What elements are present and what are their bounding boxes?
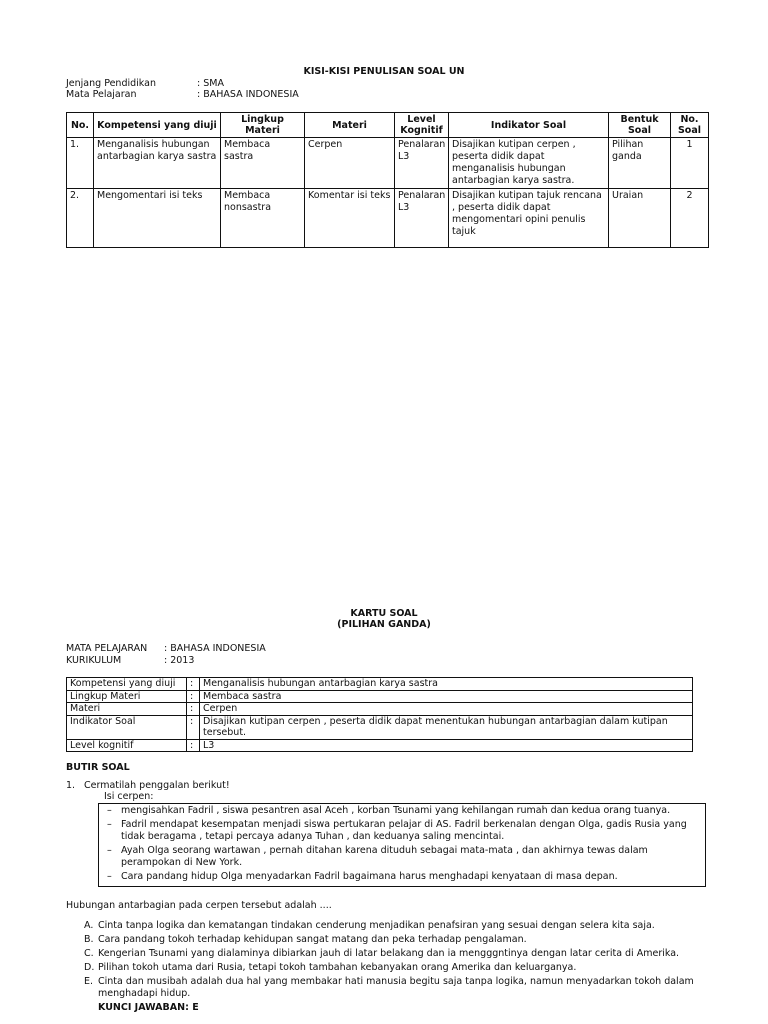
answer-key: KUNCI JAWABAN: E — [98, 1002, 199, 1013]
info-value: Menganalisis hubungan antarbagian karya sastra — [200, 678, 693, 691]
info-sep: : — [187, 690, 200, 703]
cell-no-soal: 2 — [671, 189, 709, 248]
option-e[interactable] — [84, 976, 714, 1000]
jenjang-label: Jenjang Pendidikan — [66, 78, 156, 89]
table-row — [67, 189, 709, 248]
option-letter: D. — [84, 962, 95, 973]
info-value: Cerpen — [200, 703, 693, 716]
info-sep: : — [187, 703, 200, 716]
cell-lingkup: Membaca sastra — [221, 138, 305, 189]
info-value: L3 — [200, 739, 693, 752]
info-sep: : — [187, 678, 200, 691]
header-bentuk: Bentuk Soal — [609, 113, 671, 138]
option-letter: B. — [84, 934, 94, 945]
isi-cerpen-label: Isi cerpen: — [104, 791, 154, 802]
info-value: Disajikan kutipan cerpen , peserta didik dapat menentukan hubungan antarbagian dalam kutipan tersebut. — [200, 715, 693, 739]
cell-bentuk: Uraian — [609, 189, 671, 248]
option-a[interactable] — [84, 920, 714, 932]
table-row — [67, 138, 709, 189]
header-level: Level Kognitif — [395, 113, 449, 138]
question-number: 1. — [66, 780, 76, 791]
info-row — [67, 715, 693, 739]
excerpt-item: – Cara pandang hidup Olga menyadarkan Fadril bagaimana harus menghadapi kenyataan di masa depan. — [103, 871, 701, 883]
instruction: Cermatilah penggalan berikut! — [84, 780, 230, 791]
cell-indikator: Disajikan kutipan tajuk rencana , peserta didik dapat mengomentari opini penulis tajuk — [449, 189, 609, 248]
header-lingkup: Lingkup Materi — [221, 113, 305, 138]
info-label: Lingkup Materi — [67, 690, 187, 703]
excerpt-box — [98, 803, 706, 887]
option-text: Cara pandang tokoh terhadap kehidupan sangat matang dan peka terhadap pengalaman. — [98, 934, 527, 945]
info-sep: : — [187, 739, 200, 752]
option-c[interactable] — [84, 948, 714, 960]
excerpt-list — [103, 805, 701, 883]
header-no-soal: No. Soal — [671, 113, 709, 138]
option-d[interactable] — [84, 962, 714, 974]
header-no: No. — [67, 113, 94, 138]
excerpt-item: – Ayah Olga seorang wartawan , pernah ditahan karena dituduh sebagai mata-mata , dan akhirnya tewas dalam perampokan di New York. — [103, 845, 701, 869]
info-value: Membaca sastra — [200, 690, 693, 703]
kurikulum-label: KURIKULUM — [66, 655, 122, 666]
mapel-label: Mata Pelajaran — [66, 89, 137, 100]
option-letter: C. — [84, 948, 94, 959]
option-letter: A. — [84, 920, 94, 931]
excerpt-item: – mengisahkan Fadril , siswa pesantren asal Aceh , korban Tsunami yang kehilangan rumah dan kedua orang tuanya. — [103, 805, 701, 817]
cell-indikator: Disajikan kutipan cerpen , peserta didik dapat menganalisis hubungan antarbagian karya sastra. — [449, 138, 609, 189]
info-row — [67, 739, 693, 752]
kartu-mapel-value: : BAHASA INDONESIA — [164, 643, 266, 654]
cell-kompetensi: Menganalisis hubungan antarbagian karya sastra — [94, 138, 221, 189]
info-label: Indikator Soal — [67, 715, 187, 739]
option-text: Pilihan tokoh utama dari Rusia, tetapi tokoh tambahan kebanyakan orang Amerika dan keluarganya. — [98, 962, 577, 973]
info-row — [67, 690, 693, 703]
info-label: Level kognitif — [67, 739, 187, 752]
butir-heading: BUTIR SOAL — [66, 762, 130, 773]
cell-materi: Komentar isi teks — [305, 189, 395, 248]
kisi-title: KISI-KISI PENULISAN SOAL UN — [303, 66, 465, 77]
kartu-title: KARTU SOAL — [350, 608, 418, 619]
kisi-header-row — [67, 113, 709, 138]
excerpt-item: – Fadril mendapat kesempatan menjadi siswa pertukaran pelajar di AS. Fadril berkenalan dengan Olga, gadis Rusia yang tidak beragama , tetapi percaya adanya Tuhan , dan keduanya saling mencintai. — [103, 819, 701, 843]
cell-level: Penalaran L3 — [395, 138, 449, 189]
info-row — [67, 703, 693, 716]
option-letter: E. — [84, 976, 94, 987]
answer-options — [84, 920, 714, 1014]
info-label: Kompetensi yang diuji — [67, 678, 187, 691]
header-materi: Materi — [305, 113, 395, 138]
kartu-mapel-label: MATA PELAJARAN — [66, 643, 148, 654]
cell-level: Penalaran L3 — [395, 189, 449, 248]
option-b[interactable] — [84, 934, 714, 946]
jenjang-value: : SMA — [197, 78, 224, 89]
question-text: Hubungan antarbagian pada cerpen tersebut adalah .... — [66, 900, 332, 911]
cell-no: 1. — [67, 138, 94, 189]
info-row — [67, 678, 693, 691]
cell-no-soal: 1 — [671, 138, 709, 189]
cell-no: 2. — [67, 189, 94, 248]
info-label: Materi — [67, 703, 187, 716]
kurikulum-value: : 2013 — [164, 655, 195, 666]
header-kompetensi: Kompetensi yang diuji — [94, 113, 221, 138]
kartu-info-table — [66, 677, 693, 752]
mapel-value: : BAHASA INDONESIA — [197, 89, 299, 100]
kisi-table — [66, 112, 709, 248]
kartu-subtitle: (PILIHAN GANDA) — [337, 619, 431, 630]
cell-bentuk: Pilihan ganda — [609, 138, 671, 189]
option-text: Cinta tanpa logika dan kematangan tindakan cenderung menjadikan penafsiran yang sesuai dengan selera kita saja. — [98, 920, 655, 931]
cell-materi: Cerpen — [305, 138, 395, 189]
option-text: Cinta dan musibah adalah dua hal yang membakar hati manusia begitu saja tanpa logika, namun menyadarkan tokoh dalam menghadapi hidup. — [98, 976, 694, 999]
header-indikator: Indikator Soal — [449, 113, 609, 138]
cell-kompetensi: Mengomentari isi teks — [94, 189, 221, 248]
cell-lingkup: Membaca nonsastra — [221, 189, 305, 248]
info-sep: : — [187, 715, 200, 739]
option-text: Kengerian Tsunami yang dialaminya dibiarkan jauh di latar belakang dan ia mengggntinya dengan latar cerita di Amerika. — [98, 948, 680, 959]
